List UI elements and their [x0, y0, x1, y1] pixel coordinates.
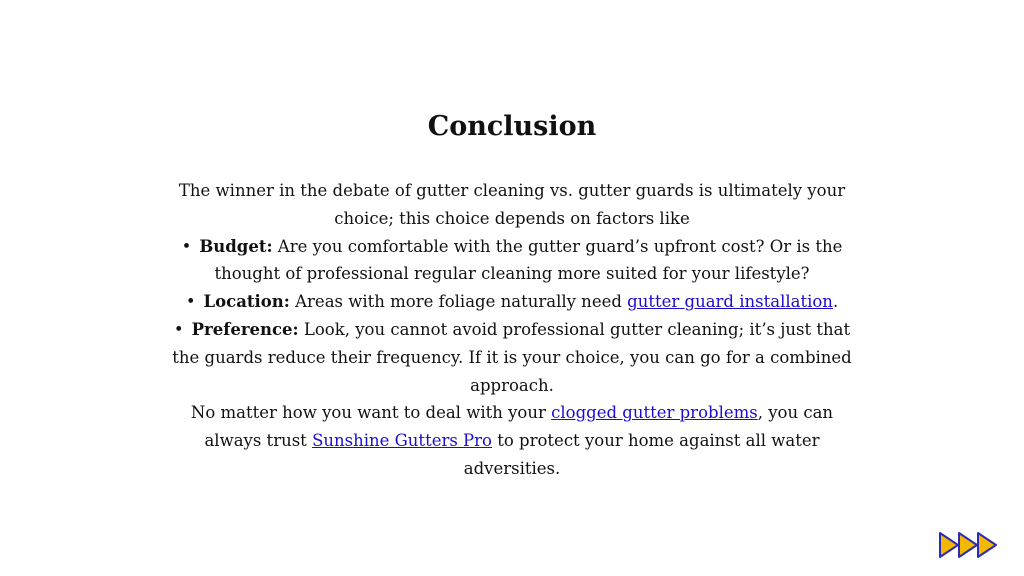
slide-body: [160, 177, 864, 483]
slide-title: Conclusion: [427, 111, 597, 142]
budget-text: Are you comfortable with the gutter guard’s upfront cost? Or is the thought of professional regular cleaning more suited for your lifestyle?: [214, 236, 843, 284]
closing-paragraph: [160, 399, 864, 482]
preference-label: Preference:: [191, 319, 299, 339]
closing-text-end: to protect your home against all water adversities.: [463, 431, 820, 478]
arrow-icon-2: [959, 533, 977, 557]
preference-text: Look, you cannot avoid professional gutter cleaning; it’s just that the guards reduce their frequency. If it is your choice, you can go for a combined approach.: [172, 319, 852, 395]
list-item-budget: [160, 233, 864, 289]
sunshine-gutters-pro-link[interactable]: Sunshine Gutters Pro: [312, 431, 492, 451]
list-item-location: [160, 288, 864, 316]
closing-text-start: No matter how you want to deal with your: [190, 403, 552, 423]
list-item-preference: [160, 316, 864, 399]
factors-list: [160, 233, 864, 400]
budget-label: Budget:: [199, 236, 273, 256]
intro-paragraph: The winner in the debate of gutter cleaning vs. gutter guards is ultimately your choice; this choice depends on factors like: [178, 181, 846, 228]
fast-forward-arrows-icon: [938, 530, 1000, 560]
bullet-glyph: •: [181, 236, 192, 256]
clogged-gutter-problems-link[interactable]: clogged gutter problems: [551, 403, 758, 423]
bullet-glyph: •: [185, 292, 196, 312]
location-label: Location:: [203, 292, 290, 312]
arrow-icon-1: [940, 533, 958, 557]
closing-text-middle: , you can always trust: [204, 403, 834, 451]
gutter-guard-installation-link[interactable]: gutter guard installation: [627, 292, 833, 312]
location-text-end: .: [832, 292, 839, 312]
next-slide-button[interactable]: [938, 530, 1000, 560]
bullet-glyph: •: [173, 319, 184, 339]
arrow-icon-3: [978, 533, 996, 557]
location-text: Areas with more foliage naturally need: [289, 292, 628, 312]
